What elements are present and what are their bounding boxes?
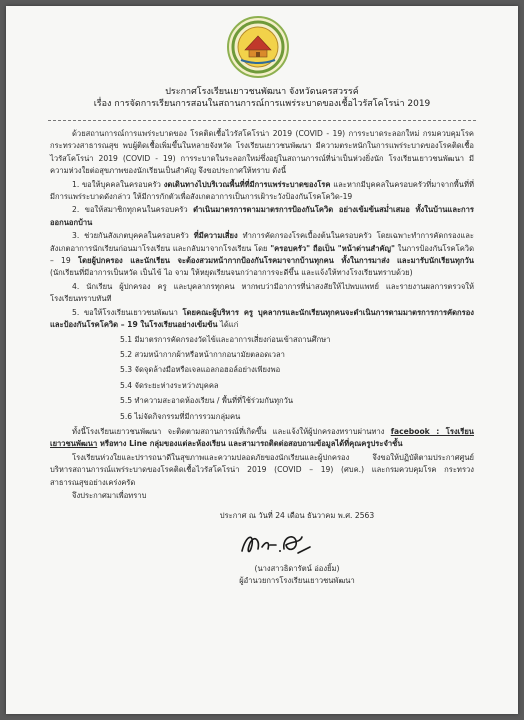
list-item: 5.5 ทำความสะอาดห้องเรียน / พื้นที่ที่ใช้ร่วมกันทุกวัน bbox=[120, 396, 294, 406]
item-4-paragraph: 4. นักเรียน ผู้ปกครอง ครู และบุคลากรทุกคน หากพบว่ามีอาการที่น่าสงสัยให้ไปพบแพทย์ และรายงานผลการตรวจให้โรงเรียนทราบทันที bbox=[50, 281, 474, 304]
item-3-emphasis-risk: ที่มีความเสี่ยง bbox=[193, 231, 238, 241]
intro-paragraph: ด้วยสถานการณ์การแพร่ระบาดของ โรคติดเชื้อไวรัสโคโรน่า 2019 (COVID - 19) การระบาดระลอกใหม่ กรมควบคุมโรค กระทรวงสาธารณสุข พบผู้ติดเชื้อเพิ่มขึ้นในหลายจังหวัด โรงเรียนเยาวชนพัฒนา มีความตระหนักในการแพร่ระบาดของโรคติดเชื้อไวรัสโคโรน่า 2019 (COVID - 19) การระบาดในระลอกใหม่ซึ่งอยู่ในสถานการณ์ที่น่าเป็นห่วงยิ่งนัก โรงเรียนเยาวชนพัฒนา มีความห่วงใยต่อสุขภาพของนักเรียนเป็นสำคัญ จึงขอประกาศให้ทราบ ดังนี้ bbox=[50, 129, 474, 176]
signer-name: (นางสาวธิดารัตน์ อ่องยิ้ม) bbox=[254, 563, 340, 573]
contact-lead: ทั้งนี้โรงเรียนเยาวชนพัฒนา จะติดตามสถานการณ์ที่เกิดขึ้น และแจ้งให้ผู้ปกครองทราบผ่านทาง bbox=[72, 426, 391, 436]
item-3-text-2: ในการป้องกันโรคโควิด – 19 bbox=[50, 243, 474, 266]
signature-icon bbox=[236, 527, 316, 561]
item-3-text: ทำการคัดกรองโรคเบื้องต้นในครอบครัว โดยเฉพาะทำการคัดกรองและสังเกตอาการนักเรียนก่อนมาโรงเรียน และกลับมาจากโรงเรียน โดย bbox=[50, 231, 474, 253]
item-2-paragraph bbox=[50, 204, 474, 229]
measures-list bbox=[50, 334, 474, 423]
announcement-date: ประกาศ ณ วันที่ 24 เดือน ธันวาคม พ.ศ. 2563 bbox=[219, 511, 375, 521]
divider bbox=[48, 120, 476, 121]
announcement-title: ประกาศโรงเรียนเยาวชนพัฒนา จังหวัดนครสวรรค์ bbox=[165, 87, 359, 97]
contact-paragraph bbox=[50, 426, 474, 451]
item-5-rest: ได้แก่ bbox=[217, 320, 239, 330]
item-3-emphasis-family: "ครอบครัว" ถือเป็น "หน้าด่านสำคัญ" bbox=[270, 243, 395, 253]
item-3-lead: 3. ช่วยกันสังเกตบุคคลในครอบครัว bbox=[72, 231, 194, 241]
announcement-subject: เรื่อง การจัดการเรียนการสอนในสถานการณ์การแพร่ระบาดของเชื้อไวรัสโคโรน่า 2019 bbox=[93, 99, 431, 109]
item-5-paragraph bbox=[50, 307, 474, 332]
item-1-paragraph bbox=[50, 179, 474, 204]
item-1-emphasis: งดเดินทางไปบริเวณพื้นที่ที่มีการแพร่ระบาดของโรค bbox=[163, 179, 331, 189]
list-item: 5.2 สวมหน้ากากผ้าหรือหน้ากากอนามัยตลอดเวลา bbox=[120, 349, 285, 359]
item-5-emphasis: โดยคณะผู้บริหาร ครู บุคลากรและนักเรียนทุกคนจะดำเนินการตามมาตรการการคัดกรองและป้องกันโรคโควิด – 19 ในโรงเรียนอย่างเข้มข้น bbox=[50, 307, 474, 330]
compliance-paragraph: โรงเรียนห่วงใยและปรารถนาดีในสุขภาพและความปลอดภัยของนักเรียนและผู้ปกครอง จึงขอให้ปฏิบัติตามประกาศศูนย์บริหารสถานการณ์แพร่ระบาดของโรคติดเชื้อไวรัสโคโรน่า 2019 (COVID – 19) (ศบค.) และกรมควบคุมโรค กระทรวงสาธารณสุขอย่างเคร่งครัด bbox=[50, 452, 474, 487]
facebook-link[interactable]: facebook : โรงเรียนเยาวชนพัฒนา bbox=[50, 426, 474, 449]
item-3-paragraph bbox=[50, 230, 474, 280]
list-item: 5.1 มีมาตรการคัดกรองวัดไข้และอาการเสี่ยงก่อนเข้าสถานศึกษา bbox=[120, 334, 331, 344]
item-3-emphasis-mask: โดยผู้ปกครอง และนักเรียน จะต้องสวมหน้ากากป้องกันโรคมาจากบ้านทุกคน ทั้งในการมาส่ง และมารับนักเรียนทุกวัน bbox=[78, 256, 474, 266]
item-2-lead: 2. ขอให้สมาชิกทุกคนในครอบครัว bbox=[72, 205, 194, 215]
signer-position: ผู้อำนวยการโรงเรียนเยาวชนพัฒนา bbox=[239, 576, 355, 586]
closing-line: จึงประกาศมาเพื่อทราบ bbox=[72, 490, 147, 500]
item-1-rest: และหากมีบุคคลในครอบครัวที่มาจากพื้นที่ที่มีการแพร่ระบาดดังกล่าว ให้มีการกักตัวเพื่อสังเกตอาการเป็นการเฝ้าระวังป้องกันโรคโควิด-19 bbox=[50, 179, 474, 202]
list-item: 5.4 จัดระยะห่างระหว่างบุคคล bbox=[120, 380, 219, 390]
signature-block bbox=[50, 527, 474, 563]
list-item: 5.6 ไม่จัดกิจกรรมที่มีการรวมกลุ่มคน bbox=[120, 411, 241, 421]
item-1-lead: 1. ขอให้บุคคลในครอบครัว bbox=[72, 179, 164, 189]
school-emblem-icon bbox=[227, 16, 289, 78]
item-2-emphasis: ดำเนินมาตรการตามมาตรการป้องกันโควิด อย่างเข้มข้นสม่ำเสมอ ทั้งในบ้านและการออกนอกบ้าน bbox=[50, 205, 474, 227]
announcement-body bbox=[50, 128, 474, 588]
item-5-lead: 5. ขอให้โรงเรียนเยาวชนพัฒนา bbox=[72, 307, 183, 317]
list-item: 5.3 จัดจุดล้างมือหรือเจลแอลกอฮอล์อย่างเพียงพอ bbox=[120, 365, 281, 375]
contact-line-group: หรือทาง Line กลุ่มของแต่ละห้องเรียน และสามารถติดต่อสอบถามข้อมูลได้ที่คุณครูประจำชั้น bbox=[97, 439, 403, 449]
document-page bbox=[6, 6, 518, 714]
item-3-note: (นักเรียนที่มีอาการเป็นหวัด เป็นไข้ ไอ จาม ให้หยุดเรียนจนกว่าอาการจะดีขึ้น และแจ้งให้ทางโรงเรียนทราบด้วย) bbox=[50, 268, 413, 278]
